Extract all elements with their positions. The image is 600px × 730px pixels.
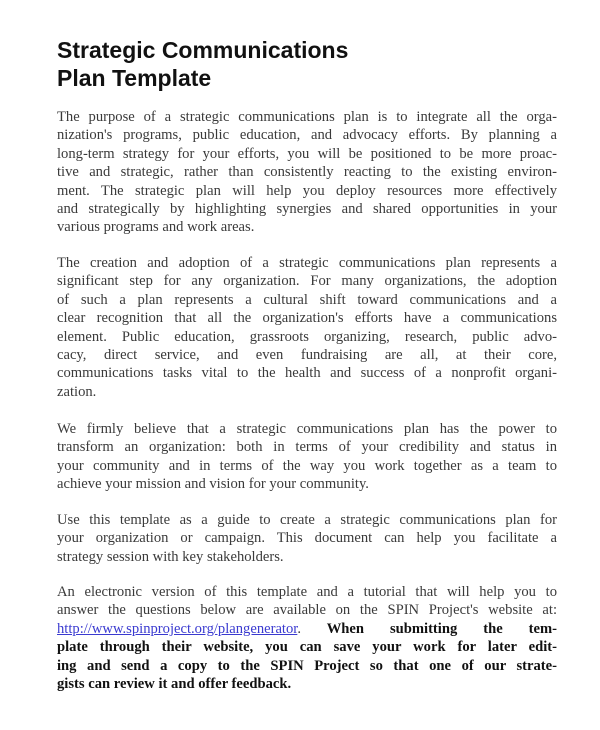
spin-project-link[interactable]: http://www.spinproject.org/plangenerator (57, 620, 298, 637)
text-line: and strategically by highlighting synergies and shared opportunities in your (57, 201, 557, 218)
text-line: nization's programs, public education, and advocacy efforts. By planning a (57, 127, 557, 144)
text-line (57, 620, 557, 638)
text-line: transform an organization: both in terms of your credibility and status in (57, 439, 557, 456)
title-line: Plan Template (57, 65, 212, 91)
document-title (57, 36, 348, 92)
text-line: ment. The strategic plan will help you deploy resources more effectively (57, 182, 557, 199)
text-line: communications tasks vital to the health and success of a nonprofit organi- (57, 365, 557, 382)
text-line: clear recognition that all the organization's efforts have a communications (57, 310, 557, 327)
paragraph-belief (57, 420, 557, 494)
bold-text: When submitting the tem- (301, 620, 557, 637)
paragraph-creation (57, 254, 557, 401)
text-line: An electronic version of this template and a tutorial that will help you to (57, 584, 557, 600)
paragraph-purpose (57, 108, 557, 237)
bold-text-line: gists can review it and offer feedback. (57, 676, 292, 693)
text-line: zation. (57, 383, 97, 400)
text-line: various programs and work areas. (57, 219, 255, 236)
text-line: tive and strategic, rather than consistently reacting to the existing environ- (57, 164, 557, 181)
bold-text-line: ing and send a copy to the SPIN Project so that one of our strate- (57, 657, 557, 674)
paragraph-electronic-version (57, 583, 557, 693)
text-line: answer the questions below are available on the SPIN Project's website at: (57, 602, 557, 619)
text-line: cacy, direct service, and even fundraising are all, at their core, (57, 347, 557, 364)
text-line: long-term strategy for your efforts, you will be positioned to be more proac- (57, 145, 557, 162)
bold-text-line: plate through their website, you can save your work for later edit- (57, 639, 557, 656)
text-line: Use this template as a guide to create a strategic communications plan for (57, 512, 557, 528)
text-line: We firmly believe that a strategic communications plan has the power to (57, 421, 557, 437)
text-line: The creation and adoption of a strategic communications plan represents a (57, 255, 557, 271)
text-line: achieve your mission and vision for your community. (57, 476, 369, 493)
text-line: your organization or campaign. This document can help you facilitate a (57, 530, 557, 547)
text-line: The purpose of a strategic communications plan is to integrate all the orga- (57, 109, 557, 125)
title-line: Strategic Communications (57, 37, 349, 63)
period: . (297, 620, 301, 637)
text-line: of such a plan represents a cultural shift toward communications and a (57, 291, 557, 308)
text-line: significant step for any organization. For many organizations, the adoption (57, 273, 557, 290)
paragraph-template-use (57, 511, 557, 566)
text-line: element. Public education, grassroots organizing, research, public advo- (57, 328, 557, 345)
text-line: strategy session with key stakeholders. (57, 548, 284, 565)
text-line: your community and in terms of the way you work together as a team to (57, 457, 557, 474)
